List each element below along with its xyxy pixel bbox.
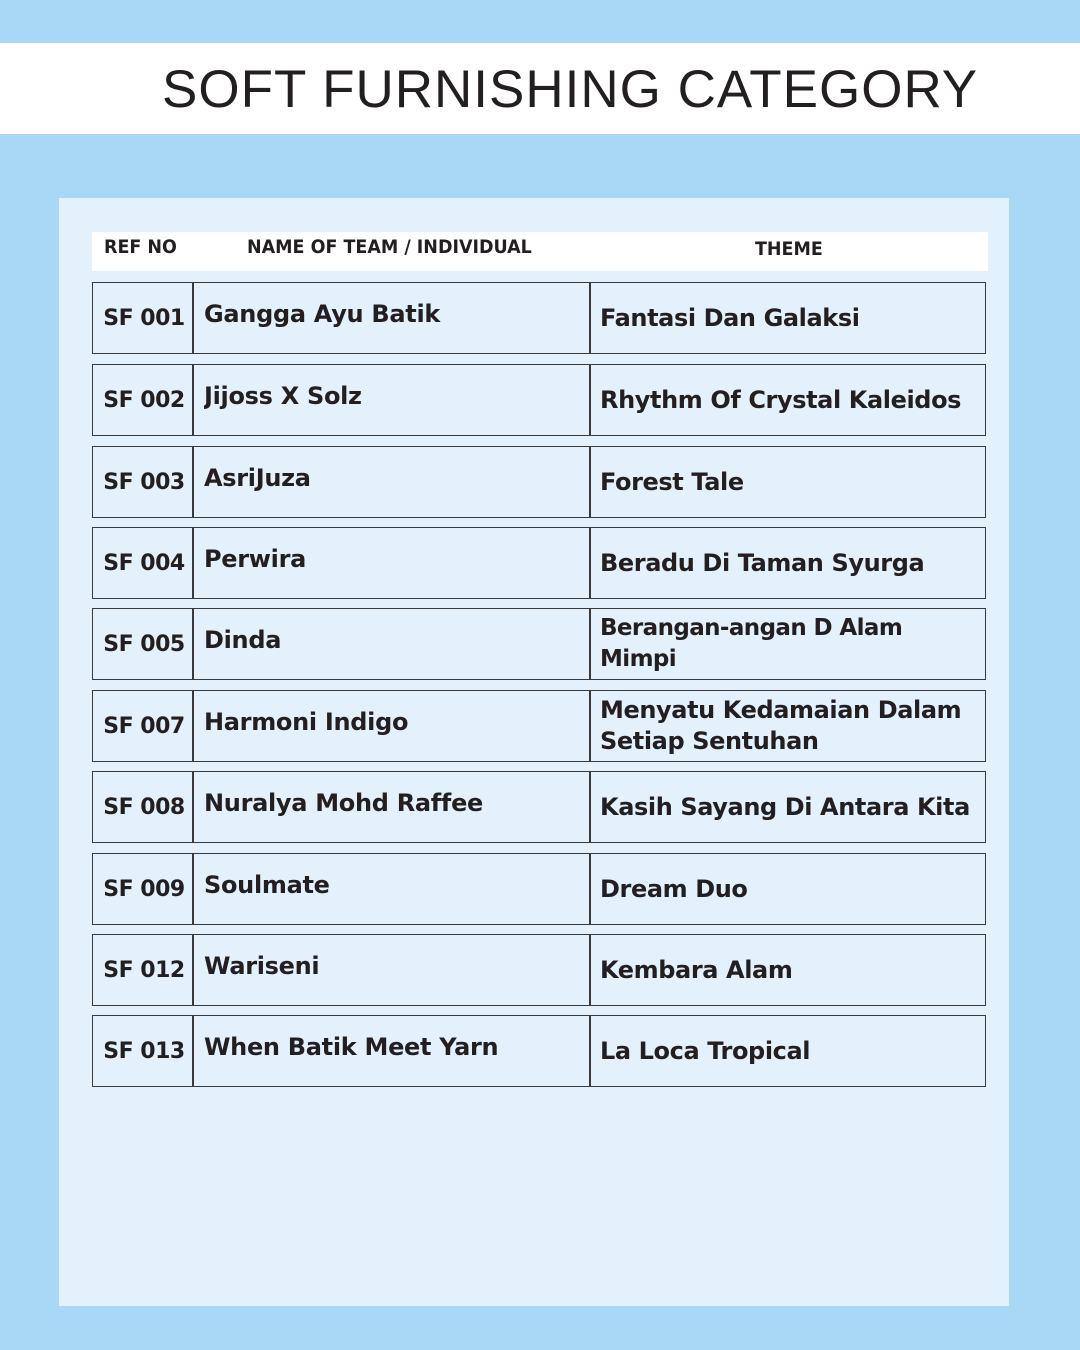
theme-cell: Forest Tale [590, 446, 986, 518]
name-cell: Dinda [204, 626, 282, 654]
ref-no-cell: SF 001 [103, 305, 185, 331]
theme-cell: Kasih Sayang Di Antara Kita [590, 771, 986, 843]
ref-no-cell: SF 003 [103, 469, 185, 495]
cell-divider [192, 364, 194, 436]
name-cell: Gangga Ayu Batik [204, 300, 441, 328]
name-cell: AsriJuza [204, 464, 311, 492]
theme-cell: La Loca Tropical [590, 1015, 986, 1087]
table-header [92, 232, 988, 271]
theme-cell: Kembara Alam [590, 934, 986, 1006]
ref-no-cell: SF 002 [103, 387, 185, 413]
table-row [92, 527, 986, 599]
name-cell: Nuralya Mohd Raffee [204, 789, 484, 817]
name-cell: Perwira [204, 545, 307, 573]
table-row [92, 1015, 986, 1087]
table-row [92, 853, 986, 925]
table-row [92, 690, 986, 762]
theme-cell: Dream Duo [590, 853, 986, 925]
ref-no-cell: SF 013 [103, 1038, 185, 1064]
header-name: NAME OF TEAM / INDIVIDUAL [247, 236, 532, 258]
theme-cell: Beradu Di Taman Syurga [590, 527, 986, 599]
page-title: SOFT FURNISHING CATEGORY [162, 60, 979, 119]
table-row [92, 934, 986, 1006]
theme-cell: Menyatu Kedamaian Dalam Setiap Sentuhan [590, 690, 986, 762]
cell-divider [192, 446, 194, 518]
theme-cell: Rhythm Of Crystal Kaleidos [590, 364, 986, 436]
cell-divider [192, 853, 194, 925]
cell-divider [192, 690, 194, 762]
ref-no-cell: SF 008 [103, 794, 185, 820]
ref-no-cell: SF 012 [103, 957, 185, 983]
cell-divider [192, 934, 194, 1006]
cell-divider [192, 527, 194, 599]
name-cell: When Batik Meet Yarn [204, 1033, 499, 1061]
table-row [92, 771, 986, 843]
name-cell: Wariseni [204, 952, 320, 980]
name-cell: Soulmate [204, 871, 330, 899]
header-theme: THEME [755, 238, 823, 260]
ref-no-cell: SF 009 [103, 876, 185, 902]
name-cell: Harmoni Indigo [204, 708, 409, 736]
table-row [92, 608, 986, 680]
table-row [92, 364, 986, 436]
cell-divider [192, 1015, 194, 1087]
table-row [92, 446, 986, 518]
ref-no-cell: SF 007 [103, 713, 185, 739]
cell-divider [192, 771, 194, 843]
cell-divider [192, 608, 194, 680]
name-cell: Jijoss X Solz [204, 382, 362, 410]
table-row [92, 282, 986, 354]
theme-cell: Fantasi Dan Galaksi [590, 282, 986, 354]
ref-no-cell: SF 004 [103, 550, 185, 576]
cell-divider [192, 282, 194, 354]
ref-no-cell: SF 005 [103, 631, 185, 657]
theme-cell: Berangan-angan D Alam Mimpi [590, 608, 986, 680]
header-ref-no: REF NO [104, 236, 177, 258]
